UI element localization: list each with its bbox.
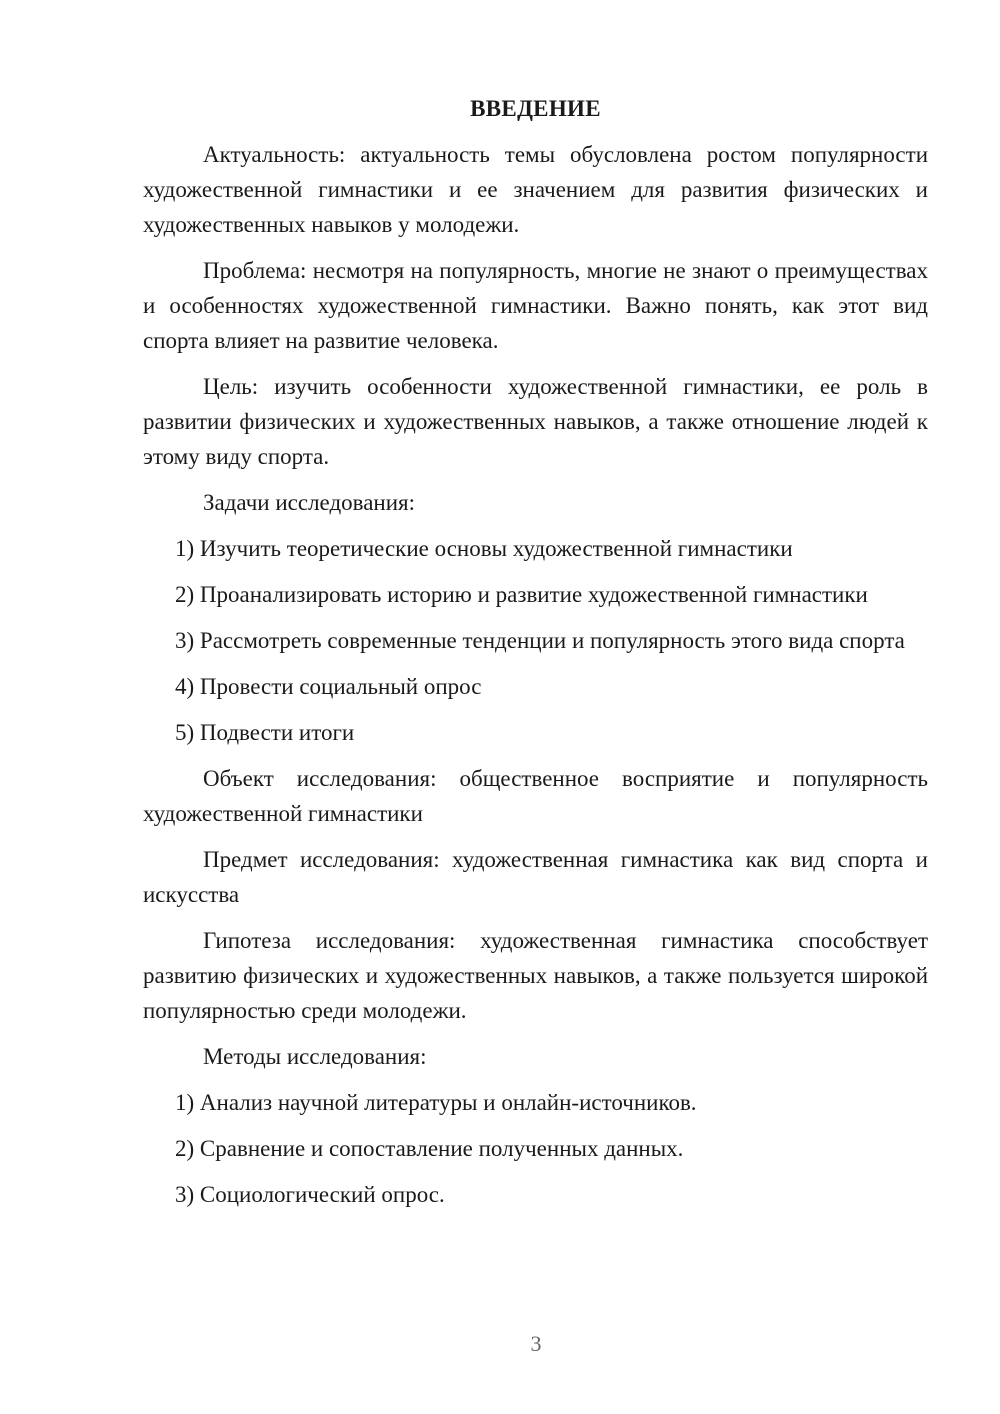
relevance-paragraph: Актуальность: актуальность темы обусловлена ростом популярности художественной гимнастики и ее значением для развития физических и художественных навыков у молодежи. <box>143 142 928 237</box>
methods-heading: Методы исследования: <box>203 1044 427 1069</box>
page-number: 3 <box>530 1331 542 1356</box>
tasks-heading: Задачи исследования: <box>203 490 416 515</box>
problem-paragraph: Проблема: несмотря на популярность, многие не знают о преимуществах и особенностях художественной гимнастики. Важно понять, как этот вид спорта влияет на развитие человека. <box>143 258 928 353</box>
subject-paragraph: Предмет исследования: художественная гимнастика как вид спорта и искусства <box>143 847 928 907</box>
task-item: 2) Проанализировать историю и развитие художественной гимнастики <box>175 582 868 607</box>
method-item: 1) Анализ научной литературы и онлайн-источников. <box>175 1090 697 1115</box>
task-item: 1) Изучить теоретические основы художественной гимнастики <box>175 536 793 561</box>
page-content <box>143 91 928 1223</box>
goal-paragraph: Цель: изучить особенности художественной гимнастики, ее роль в развитии физических и художественных навыков, а также отношение людей к этому виду спорта. <box>143 374 928 469</box>
hypothesis-paragraph: Гипотеза исследования: художественная гимнастика способствует развитию физических и художественных навыков, а также пользуется широкой популярностью среди молодежи. <box>143 928 928 1023</box>
section-title: ВВЕДЕНИЕ <box>470 96 601 121</box>
method-item: 2) Сравнение и сопоставление полученных данных. <box>175 1136 684 1161</box>
task-item: 3) Рассмотреть современные тенденции и популярность этого вида спорта <box>175 628 905 653</box>
object-paragraph: Объект исследования: общественное восприятие и популярность художественной гимнастики <box>143 766 928 826</box>
task-item: 5) Подвести итоги <box>175 720 355 745</box>
task-item: 4) Провести социальный опрос <box>175 674 482 699</box>
method-item: 3) Социологический опрос. <box>175 1182 445 1207</box>
